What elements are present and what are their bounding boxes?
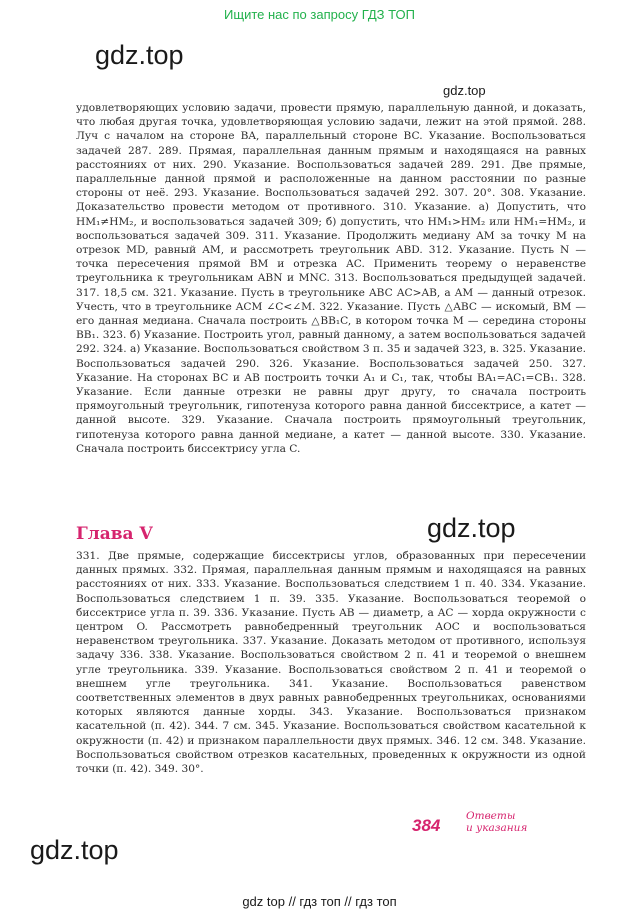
watermark-logo: gdz.top [427, 513, 516, 543]
section-label [466, 810, 527, 834]
watermark-small: gdz.top [443, 83, 486, 98]
section-label-line: Ответы [466, 810, 516, 822]
answers-paragraph-chapter-4: удовлетворяющих условию задачи, провести прямую, параллельную данной, и доказать, что любая другая точка, удовлетворяющая условию задачи, лежит на этой прямой. 288. Луч с началом на стороне BA, параллельный стороне BC. Указание. Воспользоваться задачей 287. 289. Прямая, параллельная данным прямым и находящаяся на равных расстояниях от них. 290. Указание. Воспользоваться задачей 289. 291. Две прямые, параллельные данной прямой и расположенные на данном расстоянии по разные стороны от неё. 293. Указание. Воспользоваться задачей 292. 307. 20°. 308. Указание. Доказательство провести методом от противного. 310. Указание. а) Допустить, что HM₁≠HM₂, и воспользоваться задачей 309; б) допустить, что HM₁>HM₂ или HM₁=HM₂, и воспользоваться задачей 309. 311. Указание. Продолжить медиану AM за точку M на отрезок MD, равный AM, и рассмотреть треугольник ABD. 312. Указание. Пусть N — точка пересечения прямой BM и отрезка AC. Применить теорему о неравенстве треугольника к треугольникам ABN и MNC. 313. Воспользоваться предыдущей задачей. 317. 18,5 см. 321. Указание. Пусть в треугольнике ABC AC>AB, а AM — данный отрезок. Учесть, что в треугольнике ACM ∠C<∠M. 322. Указание. Пусть △ABC — искомый, BM — его данная медиана. Сначала построить △BB₁C, в котором точка M — середина стороны BB₁. 323. б) Указание. Построить угол, равный данному, а затем воспользоваться задачей 292. 324. а) Указание. Воспользоваться свойством 3 п. 35 и задачей 323, в. 325. Указание. Воспользоваться задачей 290. 326. Указание. Воспользоваться задачей 250. 327. Указание. На сторонах BC и AB построить точки A₁ и C₁, так, чтобы BA₁=AC₁=CB₁. 328. Указание. Если данные отрезки не равны друг другу, то сначала построить прямоугольный треугольник, гипотенуза которого равна данной биссектрисе, а катет — данной высоте. 329. Указание. Сначала построить прямоугольный треугольник, гипотенуза которого равна данной медиане, а катет — данной высоте. 330. Указание. Сначала построить биссектрису угла C. [76, 102, 586, 455]
watermark-logo: gdz.top [30, 835, 119, 865]
chapter-title: Глава V [76, 524, 153, 544]
page-number: 384 [412, 816, 441, 835]
top-banner: Ищите нас по запросу ГДЗ ТОП [224, 7, 415, 22]
watermark-logo: gdz.top [95, 40, 184, 70]
footer-links: gdz top // гдз топ // гдз топ [242, 894, 397, 909]
answers-paragraph-chapter-5: 331. Две прямые, содержащие биссектрисы углов, образованных при пересечении данных прямых. 332. Прямая, параллельная данным прямым и находящаяся на равных расстояниях от них. 333. Указание. Воспользоваться следствием 1 п. 40. 334. Указание. Воспользоваться следствием 1 п. 39. 335. Указание. Воспользоваться теоремой о биссектрисе угла п. 39. 336. Указание. Пусть AB — диаметр, а AC — хорда окружности с центром O. Рассмотреть равнобедренный треугольник AOC и воспользоваться неравенством треугольника. 337. Указание. Доказать методом от противного, используя задачу 336. 338. Указание. Воспользоваться свойством 2 п. 41 и теоремой о внешнем угле треугольника. 339. Указание. Воспользоваться свойством 2 п. 41 и теоремой о внешнем угле треугольника. 341. Указание. Воспользоваться равенством соответственных элементов в двух равных равнобедренных треугольниках, основаниями которых являются данные хорды. 343. Указание. Воспользоваться признаком касательной (п. 42). 344. 7 см. 345. Указание. Воспользоваться свойством касательной к окружности (п. 42) и признаком параллельности двух прямых. 346. 12 см. 348. Указание. Воспользоваться свойством отрезков касательных, проведенных к окружности из одной точки (п. 42). 349. 30°. [76, 550, 586, 776]
section-label-line: и указания [466, 822, 528, 834]
